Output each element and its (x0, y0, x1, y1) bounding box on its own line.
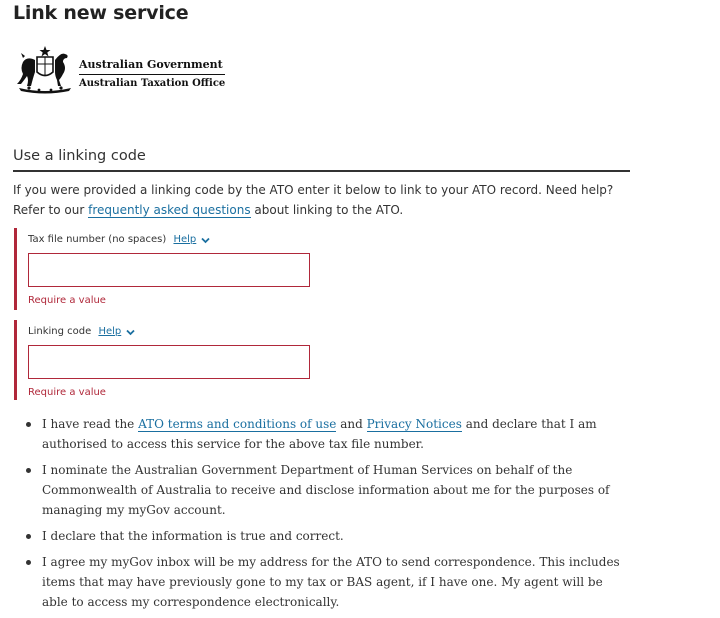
declarations-list (24, 414, 624, 618)
linking-code-input[interactable] (28, 345, 310, 379)
declaration-terms-and: and (336, 417, 367, 431)
declaration-terms-end: and declare that I am authorised to access this service for the above tax file number. (42, 417, 597, 451)
bullet-icon (26, 468, 31, 473)
ato-logo (13, 44, 226, 94)
tfn-error-message: Require a value (28, 295, 106, 306)
tfn-help-link[interactable] (173, 233, 210, 247)
chevron-down-icon (201, 237, 210, 244)
tfn-input[interactable] (28, 253, 310, 287)
logo-line-government: Australian Government (79, 58, 225, 75)
page-title: Link new service (13, 2, 189, 24)
linking-code-help-label: Help (98, 326, 122, 337)
linking-code-field-group (14, 320, 328, 400)
intro-text-end: about linking to the ATO. (250, 203, 404, 217)
linking-code-label-row (28, 320, 328, 339)
bullet-icon (26, 422, 31, 427)
logo-line-ato: Australian Taxation Office (79, 78, 226, 89)
declaration-inbox-text: I agree my myGov inbox will be my address for the ATO to send correspondence. This includes items that may have previously gone to my tax or BAS agent, if I have one. My agent will be able to access my correspondence electronically. (42, 555, 620, 609)
bullet-icon (26, 534, 31, 539)
declaration-item-nominate (24, 460, 624, 520)
ato-terms-link[interactable]: ATO terms and conditions of use (138, 417, 337, 431)
declaration-item-inbox (24, 552, 624, 612)
chevron-down-icon (126, 329, 135, 336)
declaration-true-text: I declare that the information is true and correct. (42, 529, 344, 543)
declaration-item-true (24, 526, 624, 546)
linking-code-label: Linking code (28, 326, 92, 337)
tfn-field-group (14, 228, 328, 310)
tfn-help-label: Help (173, 234, 197, 245)
logo-text (79, 58, 225, 90)
tfn-label: Tax file number (no spaces) (28, 234, 167, 245)
section-heading: Use a linking code (13, 148, 630, 172)
intro-text (13, 180, 638, 220)
tfn-label-row (28, 228, 328, 247)
intro-text-start: If you were provided a linking code by the ATO enter it below to link to your ATO record. Need help? Refer to our (13, 183, 614, 217)
declaration-item-terms (24, 414, 624, 454)
coat-of-arms-icon (13, 44, 77, 94)
linking-code-error-message: Require a value (28, 387, 106, 398)
faq-link[interactable]: frequently asked questions (88, 203, 251, 217)
privacy-notices-link[interactable]: Privacy Notices (366, 417, 462, 431)
bullet-icon (26, 560, 31, 565)
declaration-nominate-text: I nominate the Australian Government Department of Human Services on behalf of the Commonwealth of Australia to receive and disclose information about me for the purposes of managing my myGov account. (42, 463, 610, 517)
linking-code-help-link[interactable] (98, 325, 135, 339)
declaration-terms-start: I have read the (42, 417, 139, 431)
